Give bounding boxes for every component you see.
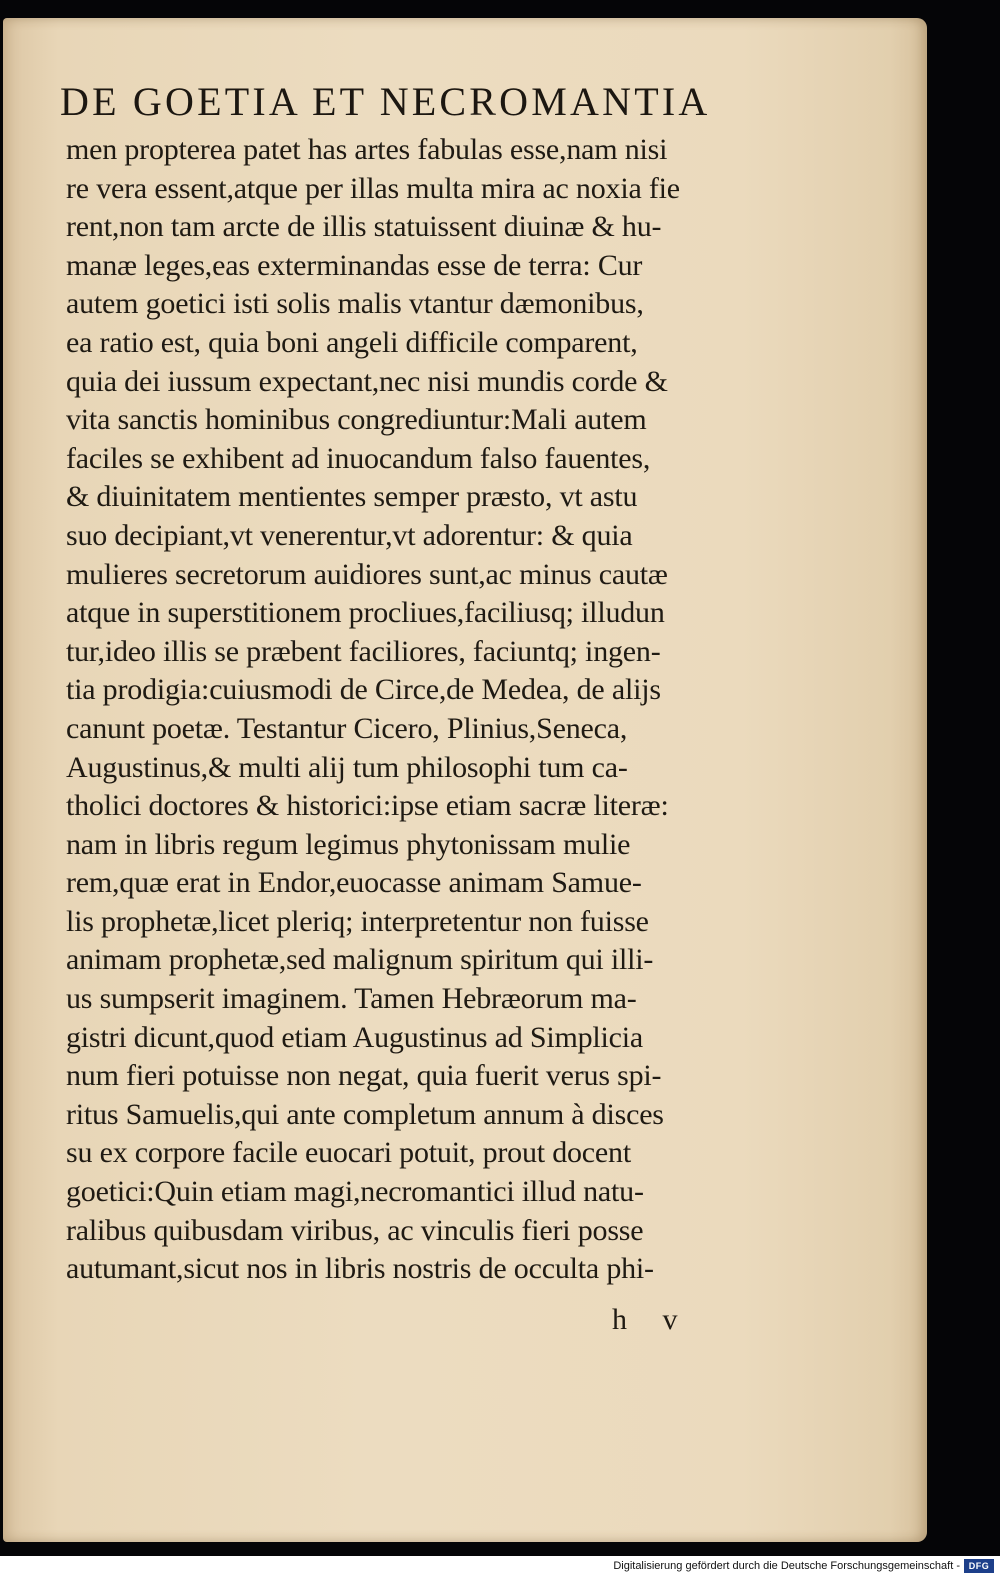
text-line: tia prodigia:cuiusmodi de Circe,de Medea, de aliјs [66, 673, 661, 707]
text-line: canunt poetæ. Testantur Cicero, Plinius,Seneca, [66, 711, 628, 745]
text-line: su ex corpore facile euocari potuit, prout docent [66, 1136, 631, 1170]
text-line: atque in superstitionem procliues,faciliusq; illudun [66, 596, 665, 630]
text-line: faciles se exhibent ad inuocandum falso fauentes, [66, 441, 651, 475]
text-line: ritus Samuelis,qui ante completum annum à disces [66, 1097, 664, 1131]
text-line: mulieres secretorum auidiores sunt,ac minus cautæ [66, 557, 668, 591]
text-line: Augustinus,& multi alij tum philosophi tum ca- [66, 750, 628, 784]
text-line: manæ leges,eas exterminandas esse de terra: Cur [66, 248, 643, 282]
text-line: lis prophetæ,licet pleriq; interpretentur non fuisse [66, 904, 649, 938]
text-line: autem goetici isti solis malis vtantur dæmonibus, [66, 287, 644, 321]
text-line: suo decipiant,vt venerentur,vt adorentur: & quia [66, 518, 633, 552]
text-line: nam in libris regum legimus phytonissam mulie [66, 827, 631, 861]
text-line: tur,ideo illis se præbent faciliores, faciuntq; ingen- [66, 634, 661, 668]
text-line: quia dei iussum expectant,nec nisi mundis corde & [66, 364, 668, 398]
text-line: goetici:Quin etiam magi,necromantici illud natu- [66, 1175, 644, 1209]
text-line: gistri dicunt,quod etiam Augustinus ad Simplicia [66, 1020, 644, 1054]
text-line: rem,quæ erat in Endor,euocasse animam Samue- [66, 866, 642, 900]
dfg-logo: DFG [964, 1559, 994, 1573]
text-line: re vera essent,atque per illas multa mira ac noxia fie [66, 171, 680, 205]
text-line: men propterea patet has artes fabulas esse,nam nisi [66, 133, 668, 166]
running-head: DE GOETIA ET NECROMANTIA [60, 79, 711, 124]
text-line: tholici doctores & historici:ipse etiam sacræ literæ: [66, 789, 669, 823]
body-text [66, 131, 796, 1289]
text-line: ea ratio est, quia boni angeli difficile comparent, [66, 325, 638, 359]
text-line: autumant,sicut nos in libris nostris de occulta phi- [66, 1252, 654, 1286]
text-line: ralibus quibusdam viribus, ac vinculis fieri posse [66, 1213, 644, 1247]
text-line: us sumpserit imaginem. Tamen Hebræorum ma- [66, 982, 637, 1016]
digitization-credit: Digitalisierung gefördert durch die Deutsche Forschungsgemeinschaft - [613, 1560, 960, 1572]
text-line: rent,non tam arcte de illis statuissent diuinæ & hu- [66, 210, 662, 244]
text-line: num fieri potuisse non negat, quia fuerit verus spi- [66, 1059, 662, 1093]
signature-mark: h v [612, 1303, 692, 1336]
text-line: animam prophetæ,sed malignum spiritum qui illi- [66, 943, 654, 977]
text-line: vita sanctis hominibus congrediuntur:Mali autem [66, 403, 647, 437]
text-line: & diuinitatem mentientes semper præsto, vt astu [66, 480, 638, 514]
